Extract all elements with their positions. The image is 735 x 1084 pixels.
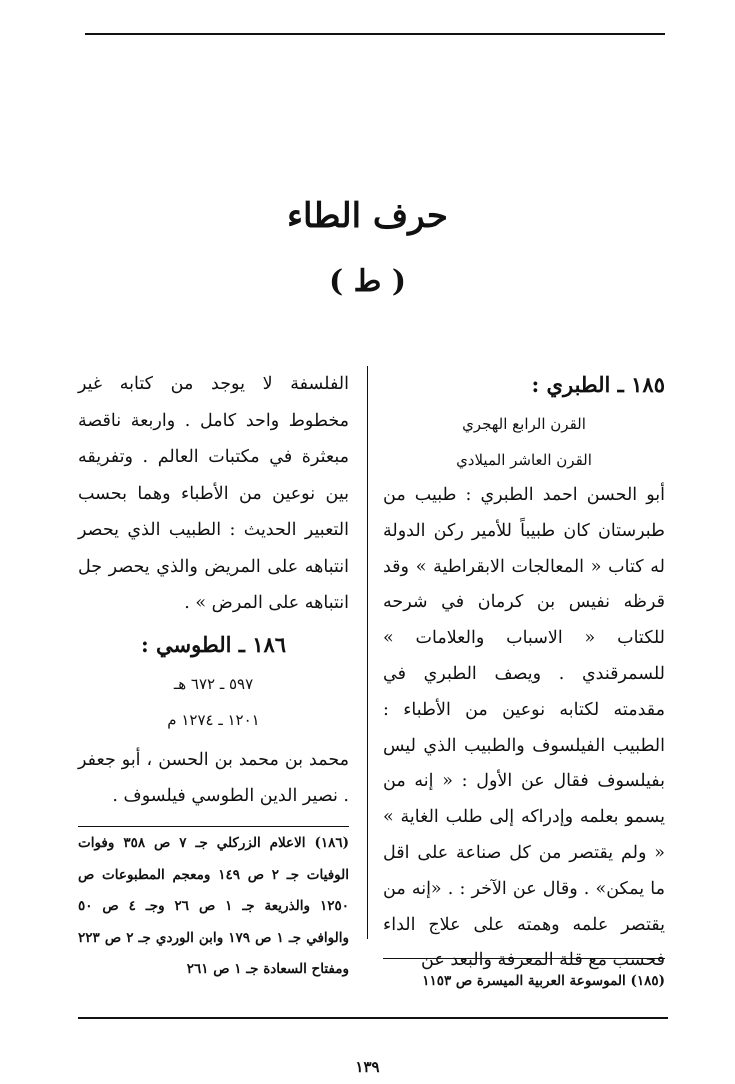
entry-body-continuation: الفلسفة لا يوجد من كتابه غير مخطوط واحد كامل . واربعة ناقصة مبعثرة في مكتبات العالم . وتفريقه بين نوعين من الأطباء وهما بحسب التعبير الحديث : الطبيب الذي يحصر انتباهه على المريض والذي يحصر جل انتباهه على المرض » .: [78, 374, 349, 613]
dates-miladi: ١٢٠١ ـ ١٢٧٤ م: [167, 710, 260, 729]
column-divider: [367, 366, 368, 939]
entry-title-tusi: ١٨٦ ـ الطوسي :: [140, 631, 287, 657]
footnote-rule-right: [383, 958, 665, 959]
dates-hijri: ٥٩٧ ـ ٦٧٢ هـ: [173, 674, 254, 693]
century-hijri: القرن الرابع الهجري: [462, 415, 586, 433]
bottom-rule: [78, 1017, 668, 1019]
left-column: [78, 366, 349, 815]
right-column: [383, 368, 665, 979]
chapter-title: حرف الطاء: [287, 196, 448, 236]
chapter-letter: ( ط ): [328, 264, 407, 299]
entry-body-tusi: محمد بن محمد بن الحسن ، أبو جعفر . نصير الدين الطوسي فيلسوف .: [78, 749, 349, 806]
century-miladi: القرن العاشر الميلادي: [456, 451, 592, 469]
entry-body-tabari: أبو الحسن احمد الطبري : طبيب من طبرستان كان طبيباً للأمير ركن الدولة له كتاب « المعالجات الابقراطية » وقد قرظه نفيس بن كرمان في شرحه للكتاب « الاسباب والعلامات » للسمرقندي . ويصف الطبري في مقدمته لكتابه نوعين من الأطباء : الطبيب الفيلسوف والطبيب الذي ليس بفيلسوف فقال عن الأول : « إنه من يسمو بعلمه وإدراكه إلى طلب الغاية » « ولم يقتصر من كل صناعة على اقل ما يمكن» . وقال عن الآخر : . «إنه من يقتصر علمه وهمته على علاج الداء فحسب مع قلة المعرفة والبعد عن: [383, 485, 665, 971]
footnote-rule-left: [78, 826, 349, 827]
footnote-tusi: (١٨٦) الاعلام الزركلي جـ ٧ ص ٣٥٨ وفوات الوفيات جـ ٢ ص ١٤٩ ومعجم المطبوعات ص ١٢٥٠ والذريعة جـ ١ ص ٢٦ وجـ ٤ ص ٥٠ والوافي جـ ١ ص ١٧٩ وابن الوردي جـ ٢ ص ٢٢٣ ومفتاح السعادة جـ ١ ص ٢٦١: [78, 835, 350, 977]
entry-title-tabari: ١٨٥ ـ الطبري :: [531, 372, 665, 397]
footnote-tabari: (١٨٥) الموسوعة العربية الميسرة ص ١١٥٣: [422, 973, 665, 989]
page-number: ١٣٩: [355, 1058, 380, 1076]
top-rule: [85, 33, 665, 35]
